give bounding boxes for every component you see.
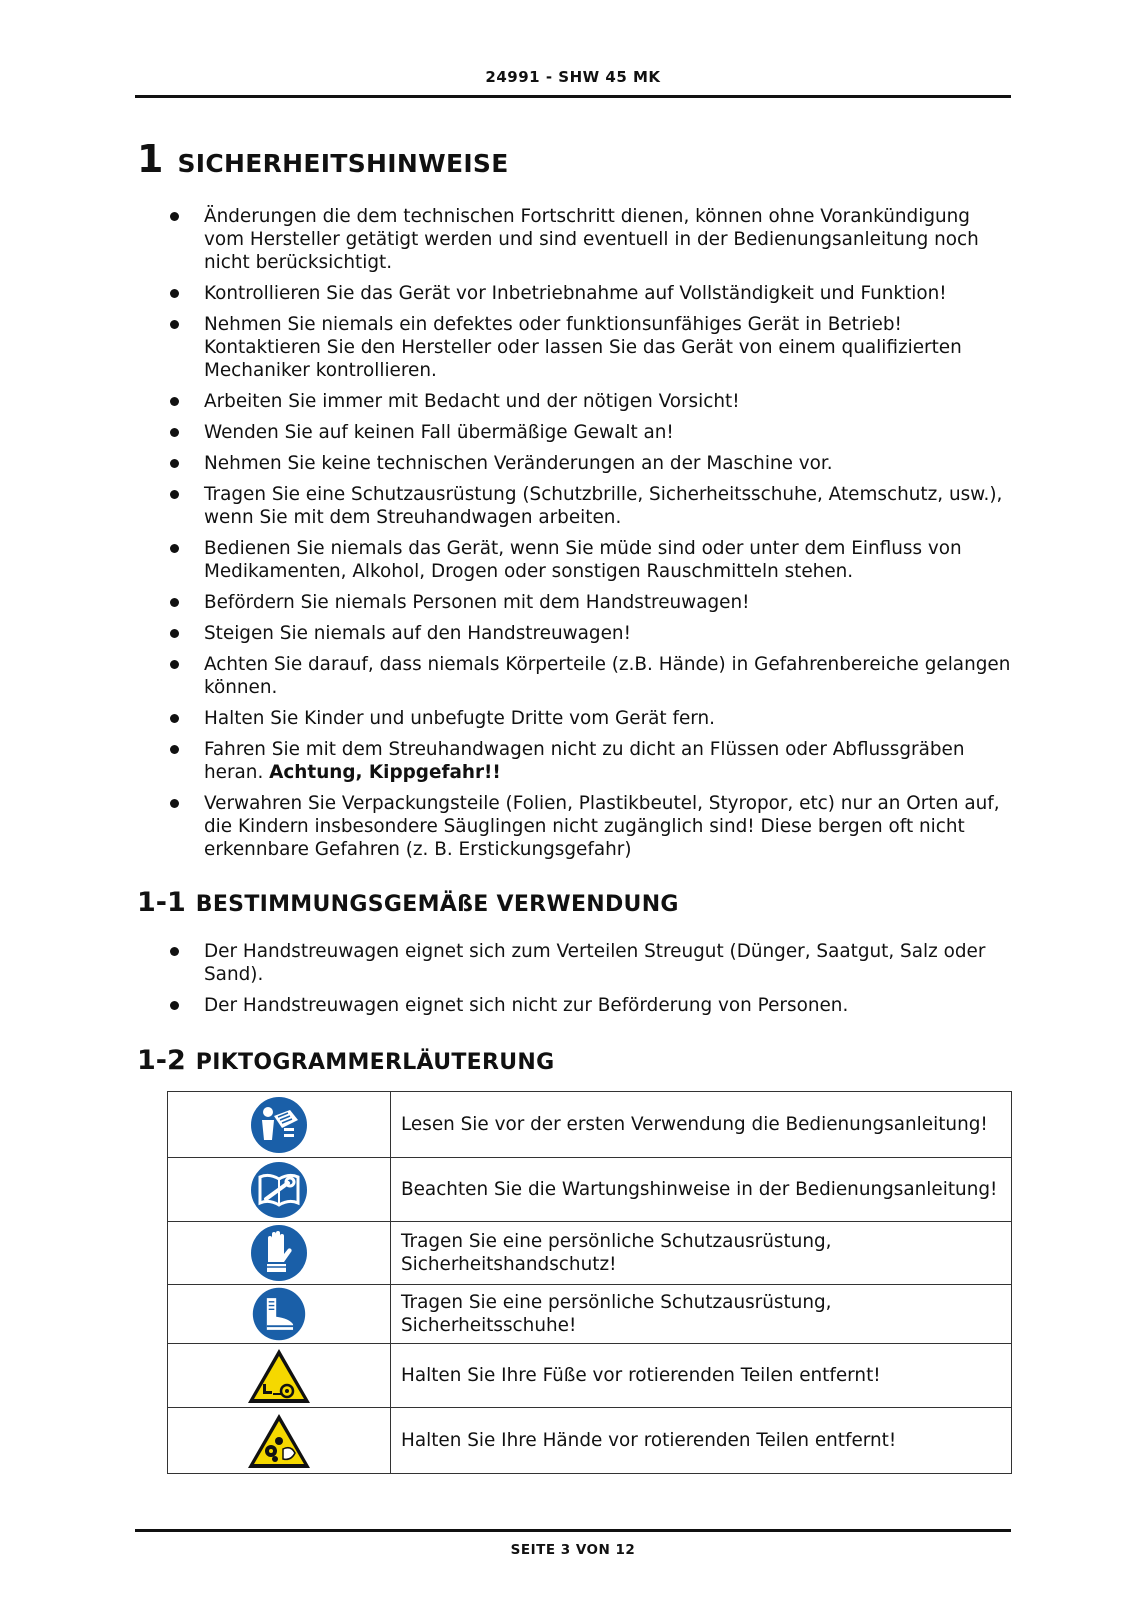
pictogram-cell xyxy=(168,1158,391,1222)
section-heading-1-2 xyxy=(137,1045,554,1076)
section-title: PIKTOGRAMMERLÄUTERUNG xyxy=(195,1050,555,1075)
pictogram-cell xyxy=(168,1344,391,1408)
table-row xyxy=(168,1222,1012,1285)
list-item: Nehmen Sie keine technischen Veränderungen an der Maschine vor. xyxy=(168,452,1013,475)
list-item: Wenden Sie auf keinen Fall übermäßige Gewalt an! xyxy=(168,421,1013,444)
hand-rotating-parts-warning-icon xyxy=(245,1411,313,1471)
list-item: Arbeiten Sie immer mit Bedacht und der nötigen Vorsicht! xyxy=(168,390,1013,413)
document-header: 24991 - SHW 45 MK xyxy=(485,68,661,86)
pictogram-description: Halten Sie Ihre Hände vor rotierenden Teilen entfernt! xyxy=(391,1408,1012,1474)
pictogram-description: Beachten Sie die Wartungshinweise in der Bedienungsanleitung! xyxy=(391,1158,1012,1222)
protective-gloves-icon xyxy=(248,1222,310,1284)
header-rule xyxy=(135,95,1011,98)
pictogram-cell xyxy=(168,1408,391,1474)
section-number: 1 xyxy=(137,137,164,181)
list-item: Der Handstreuwagen eignet sich nicht zur Beförderung von Personen. xyxy=(168,994,1013,1017)
section-heading-1 xyxy=(137,137,509,181)
pictogram-description: Lesen Sie vor der ersten Verwendung die Bedienungsanleitung! xyxy=(391,1092,1012,1158)
safety-list xyxy=(168,205,1013,869)
list-item: Kontrollieren Sie das Gerät vor Inbetriebnahme auf Vollständigkeit und Funktion! xyxy=(168,282,1013,305)
foot-rotating-parts-warning-icon xyxy=(245,1346,313,1406)
list-item: Bedienen Sie niemals das Gerät, wenn Sie müde sind oder unter dem Einfluss von Medikamenten, Alkohol, Drogen oder sonstigen Rauschmitteln stehen. xyxy=(168,537,1013,583)
table-row xyxy=(168,1344,1012,1408)
pictogram-cell xyxy=(168,1285,391,1344)
pictogram-table xyxy=(167,1091,1012,1474)
safety-shoes-icon xyxy=(250,1285,308,1343)
list-item: Verwahren Sie Verpackungsteile (Folien, Plastikbeutel, Styropor, etc) nur an Orten auf, die Kindern insbesondere Säuglingen nicht zugänglich sind! Diese bergen oft nicht erkennbare Gefahren (z. B. Erstickungsgefahr) xyxy=(168,792,1013,861)
section-number: 1-1 xyxy=(137,887,186,918)
list-item: Der Handstreuwagen eignet sich zum Verteilen Streugut (Dünger, Saatgut, Salz oder Sand). xyxy=(168,940,1013,986)
section-title: SICHERHEITSHINWEISE xyxy=(177,149,509,178)
page-number: SEITE 3 VON 12 xyxy=(510,1542,636,1558)
table-row xyxy=(168,1092,1012,1158)
table-row xyxy=(168,1158,1012,1222)
pictogram-description: Tragen Sie eine persönliche Schutzausrüstung, Sicherheitsschuhe! xyxy=(391,1285,1012,1344)
section-number: 1-2 xyxy=(137,1045,186,1076)
read-manual-icon xyxy=(248,1094,310,1156)
table-row xyxy=(168,1285,1012,1344)
table-row xyxy=(168,1408,1012,1474)
maintenance-manual-icon xyxy=(248,1159,310,1221)
pictogram-cell xyxy=(168,1222,391,1285)
list-item: Änderungen die dem technischen Fortschritt dienen, können ohne Vorankündigung vom Hersteller getätigt werden und sind eventuell in der Bedienungsanleitung noch nicht berücksichtigt. xyxy=(168,205,1013,274)
pictogram-description: Tragen Sie eine persönliche Schutzausrüstung, Sicherheitshandschutz! xyxy=(391,1222,1012,1285)
list-item: Fahren Sie mit dem Streuhandwagen nicht zu dicht an Flüssen oder Abflussgräben heran. Achtung, Kippgefahr!! xyxy=(168,738,1013,784)
pictogram-description: Halten Sie Ihre Füße vor rotierenden Teilen entfernt! xyxy=(391,1344,1012,1408)
section-title: BESTIMMUNGSGEMÄßE VERWENDUNG xyxy=(195,892,679,917)
footer-rule xyxy=(135,1529,1011,1532)
intended-use-list xyxy=(168,940,1013,1025)
list-item: Steigen Sie niemals auf den Handstreuwagen! xyxy=(168,622,1013,645)
section-heading-1-1 xyxy=(137,887,679,918)
pictogram-cell xyxy=(168,1092,391,1158)
list-item: Nehmen Sie niemals ein defektes oder funktionsunfähiges Gerät in Betrieb! Kontaktieren Sie den Hersteller oder lassen Sie das Gerät von einem qualifizierten Mechaniker kontrollieren. xyxy=(168,313,1013,382)
list-item: Tragen Sie eine Schutzausrüstung (Schutzbrille, Sicherheitsschuhe, Atemschutz, usw.), wenn Sie mit dem Streuhandwagen arbeiten. xyxy=(168,483,1013,529)
list-item: Achten Sie darauf, dass niemals Körperteile (z.B. Hände) in Gefahrenbereiche gelangen können. xyxy=(168,653,1013,699)
list-item: Halten Sie Kinder und unbefugte Dritte vom Gerät fern. xyxy=(168,707,1013,730)
list-item: Befördern Sie niemals Personen mit dem Handstreuwagen! xyxy=(168,591,1013,614)
tipping-warning: Achtung, Kippgefahr!! xyxy=(269,762,501,783)
